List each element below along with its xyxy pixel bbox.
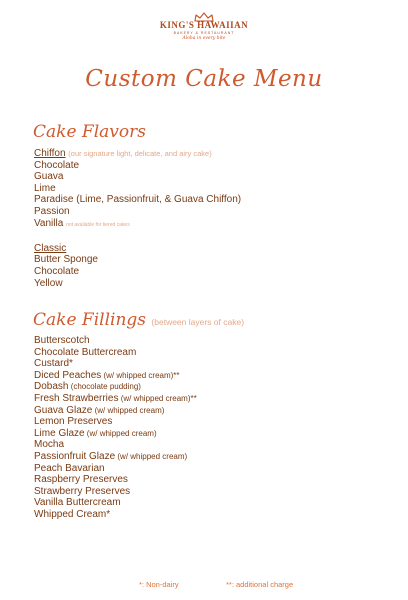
list-item <box>34 335 197 347</box>
list-item: Lime <box>34 182 56 194</box>
list-item <box>34 416 197 428</box>
filling-extra: (w/ whipped cream)** <box>101 370 180 380</box>
fillings-list <box>34 335 197 521</box>
brand-logo <box>0 12 408 41</box>
list-item <box>34 358 197 370</box>
list-item: Yellow <box>34 277 63 289</box>
filling-name: Dobash <box>34 381 69 393</box>
filling-name: Whipped Cream* <box>34 508 111 520</box>
list-item <box>34 463 197 475</box>
filling-name: Butterscotch <box>34 335 90 346</box>
filling-extra: (w/ whipped cream)** <box>118 393 197 403</box>
classic-label-row <box>34 243 241 255</box>
flavors-heading-text: Cake Flavors <box>33 122 146 142</box>
filling-name: Lime Glaze <box>34 427 85 439</box>
filling-name: Peach Bavarian <box>34 462 105 474</box>
chiffon-label-row <box>34 148 241 160</box>
list-item <box>34 451 197 463</box>
list-item: Chocolate <box>34 159 80 171</box>
filling-name: Mocha <box>34 439 65 451</box>
list-item: Guava <box>34 171 64 183</box>
filling-name: Custard* <box>34 358 73 370</box>
list-item <box>34 347 197 359</box>
flavors-heading <box>33 122 146 142</box>
filling-name: Vanilla Buttercream <box>34 497 121 509</box>
list-item <box>34 497 197 509</box>
filling-extra: (w/ whipped cream) <box>115 451 188 461</box>
filling-extra: (chocolate pudding) <box>68 382 141 392</box>
brand-tagline: Aloha in every bite <box>182 36 226 41</box>
filling-name: Fresh Strawberries <box>34 392 119 404</box>
filling-name: Chocolate Buttercream <box>34 346 137 358</box>
list-item: Passion <box>34 205 70 217</box>
vanilla-row <box>34 218 241 232</box>
spacer <box>34 231 241 243</box>
list-item: Paradise (Lime, Passionfruit, & Guava Chiffon) <box>34 194 242 206</box>
filling-name: Lemon Preserves <box>34 416 113 428</box>
list-item <box>34 439 197 451</box>
list-item <box>34 509 197 521</box>
filling-extra: (w/ whipped cream) <box>92 405 165 415</box>
list-item: Butter Sponge <box>34 254 98 266</box>
list-item <box>34 370 197 382</box>
fillings-heading-text: Cake Fillings <box>33 310 147 330</box>
fillings-heading <box>33 310 244 330</box>
list-item <box>34 393 197 405</box>
chiffon-note: (our signature light, delicate, and airy cake) <box>68 149 212 158</box>
vanilla-label: Vanilla <box>34 217 64 229</box>
footer-additional-charge: **: additional charge <box>226 580 294 589</box>
footer-nondairy: *: Non-dairy <box>139 580 179 589</box>
classic-label: Classic <box>34 242 67 254</box>
list-item <box>34 428 197 440</box>
list-item <box>34 486 197 498</box>
list-item: Chocolate <box>34 265 80 277</box>
fillings-note: (between layers of cake) <box>151 317 245 327</box>
list-item <box>34 405 197 417</box>
brand-subtitle: BAKERY & RESTAURANT <box>173 31 235 35</box>
list-item <box>34 474 197 486</box>
filling-name: Diced Peaches <box>34 369 102 381</box>
chiffon-label: Chiffon <box>34 148 66 159</box>
filling-name: Passionfruit Glaze <box>34 450 116 462</box>
filling-name: Strawberry Preserves <box>34 485 131 497</box>
list-item <box>34 381 197 393</box>
brand-name: KING'S HAWAIIAN <box>159 20 249 30</box>
filling-name: Guava Glaze <box>34 404 93 416</box>
vanilla-note: not available for tiered cakes <box>66 221 130 228</box>
flavors-list <box>34 148 241 289</box>
page-title: Custom Cake Menu <box>85 66 323 92</box>
filling-name: Raspberry Preserves <box>34 474 128 486</box>
filling-extra: (w/ whipped cream) <box>84 428 157 438</box>
